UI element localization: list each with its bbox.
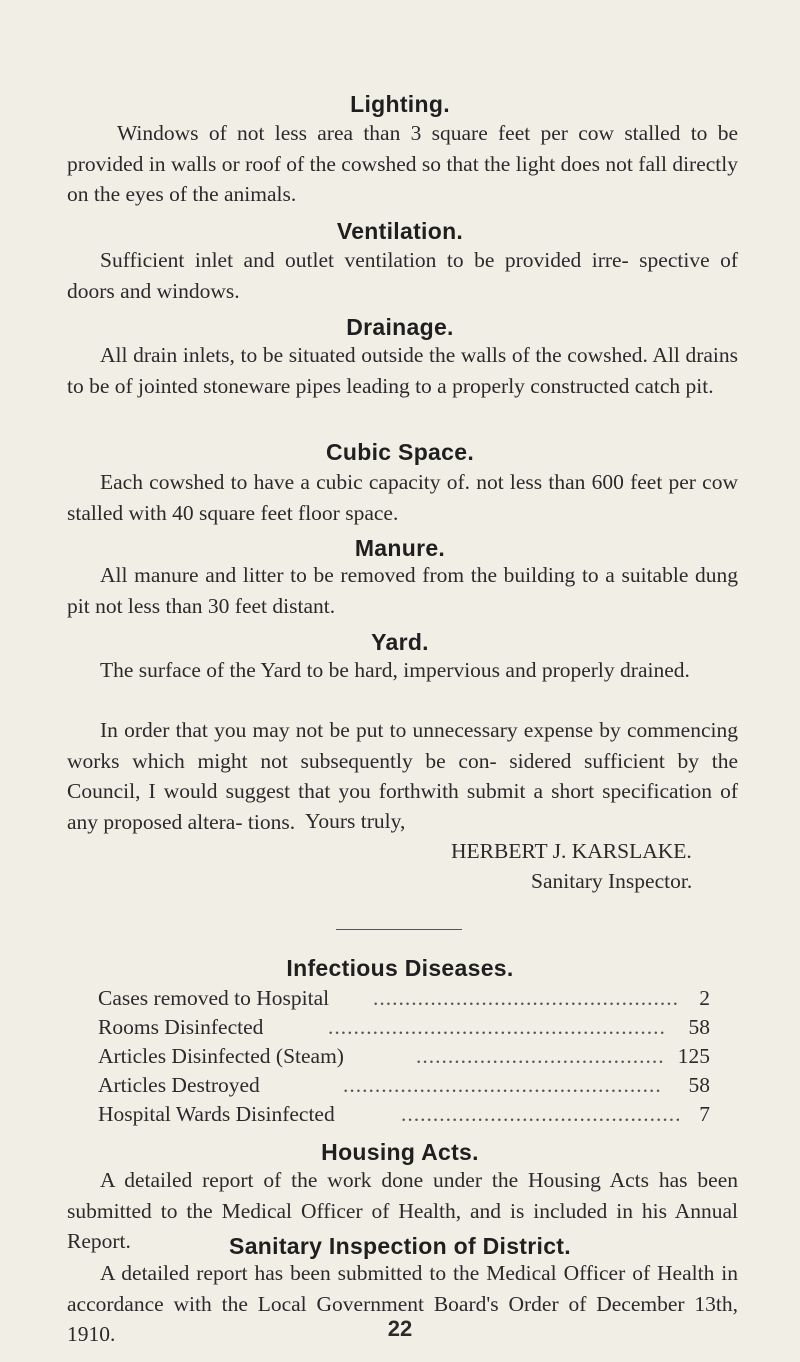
signature-name: HERBERT J. KARSLAKE. [451, 839, 692, 863]
stats-label: Cases removed to Hospital [98, 986, 330, 1010]
stats-row-cases-removed [98, 983, 710, 1013]
paragraph-request: In order that you may not be put to unnecessary expense by commencing works which might not subsequently be con- sidered sufficient by the Council, I would suggest that you forthwith submit a short specification of any proposed altera- tions. [67, 718, 738, 834]
section-divider [336, 929, 462, 930]
heading-drainage: Drainage. [346, 314, 454, 340]
page-number: 22 [387, 1316, 413, 1341]
heading-cubic-space: Cubic Space. [325, 439, 475, 465]
signature-title: Sanitary Inspector. [531, 869, 693, 893]
leader-dots: ..................................................... [328, 1015, 666, 1039]
heading-sanitary-inspection: Sanitary Inspection of District. [229, 1233, 571, 1259]
stats-value: 2 [699, 986, 710, 1010]
leader-dots: ............................................ [401, 1102, 682, 1126]
leader-dots: ....................................... [416, 1044, 665, 1068]
closing: Yours truly, [305, 809, 406, 833]
stats-value: 58 [688, 1073, 710, 1097]
stats-label: Articles Disinfected (Steam) [98, 1044, 344, 1068]
paragraph-sanitary-inspection: A detailed report has been submitted to the Medical Officer of Health in accordance with the Local Government Board's Order of December 13th, 1910. [67, 1261, 738, 1346]
paragraph-manure: All manure and litter to be removed from the building to a suitable dung pit not less than 30 feet distant. [67, 563, 738, 618]
leader-dots: ................................................ [373, 986, 679, 1010]
heading-lighting: Lighting. [350, 91, 450, 117]
heading-yard: Yard. [371, 629, 429, 655]
stats-value: 7 [699, 1102, 710, 1126]
paragraph-ventilation: Sufficient inlet and outlet ventilation to be provided irre- spective of doors and windows. [67, 248, 738, 303]
heading-infectious-diseases: Infectious Diseases. [286, 955, 514, 981]
heading-ventilation: Ventilation. [336, 218, 464, 244]
stats-value: 58 [688, 1015, 710, 1039]
stats-row-hospital-wards [98, 1099, 710, 1129]
paragraph-housing-acts: A detailed report of the work done under the Housing Acts has been submitted to the Medical Officer of Health, and is included in his Annual Report. [67, 1168, 738, 1253]
paragraph-lighting: Windows of not less area than 3 square feet per cow stalled to be provided in walls or roof of the cowshed so that the light does not fall directly on the eyes of the animals. [67, 121, 738, 206]
stats-label: Articles Destroyed [98, 1073, 260, 1097]
stats-row-rooms-disinfected [98, 1012, 710, 1042]
stats-label: Rooms Disinfected [98, 1015, 264, 1039]
paragraph-cubic-space: Each cowshed to have a cubic capacity of. not less than 600 feet per cow stalled with 40 square feet floor space. [67, 470, 738, 525]
stats-value: 125 [677, 1044, 710, 1068]
leader-dots: .................................................. [343, 1073, 662, 1097]
heading-housing-acts: Housing Acts. [321, 1139, 479, 1165]
stats-label: Hospital Wards Disinfected [98, 1102, 335, 1126]
stats-row-articles-steam [98, 1041, 710, 1071]
paragraph-drainage: All drain inlets, to be situated outside the walls of the cowshed. All drains to be of jointed stoneware pipes leading to a properly constructed catch pit. [67, 343, 738, 398]
stats-row-articles-destroyed [98, 1070, 710, 1100]
heading-manure: Manure. [354, 535, 446, 561]
paragraph-yard: The surface of the Yard to be hard, impervious and properly drained. [100, 658, 690, 682]
